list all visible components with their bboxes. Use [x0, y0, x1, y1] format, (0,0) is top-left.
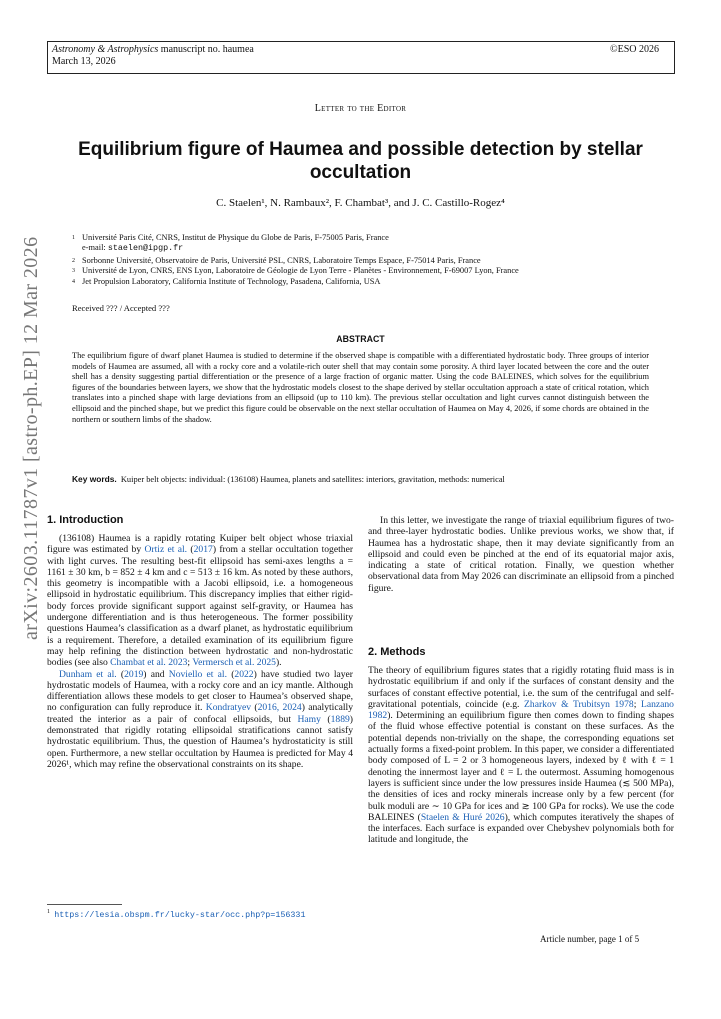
affiliation-email [72, 243, 672, 253]
footnote-link[interactable]: https://lesia.obspm.fr/lucky-star/occ.php?p=156331 [54, 909, 306, 920]
copyright: ©ESO 2026 [610, 44, 659, 55]
keywords-text: Kuiper belt objects: individual: (136108) Haumea, planets and satellites: interiors, gravitation, methods: numerical [120, 475, 505, 484]
paper-title: Equilibrium figure of Haumea and possible detection by stellar occultation [78, 139, 643, 183]
email-address[interactable]: staelen@ipgp.fr [107, 243, 184, 253]
citation-link[interactable]: 2019 [124, 668, 144, 680]
citation-link[interactable]: Kondratyev [205, 702, 252, 714]
keywords-label: Key words. [72, 474, 117, 484]
citation-link[interactable]: 2022 [234, 668, 254, 680]
abstract-heading: ABSTRACT [336, 334, 385, 344]
abstract-text: The equilibrium figure of dwarf planet Haumea is studied to determine if the observed shape is compatible with a differentiated hydrostatic body. Three groups of interior models of Haumea are assumed, all with a rocky core and a volatile-rich outer shell that may contain some porosity. A third layer located between the core and the outer shell has a density suggesting partial differentiation or the presence of a large fraction of organic matter. Using the code BALEINES, which solves for the equilibrium figures of the boundaries between layers, we show that the hydrostatic models closest to the shape derived by stellar occultation approach a state of critical rotation, which translates into a pinched shape with large deviations from an ellipsoid (up to 110 km). The previous stellar occultation and light curves cannot distinguish between the ellipsoid and the pinched shape, but we predict this figure could be observable on the next stellar occultation of Haumea on May 4, 2026, if some chords are obtained in the northern or southern limbs of the shadow. [72, 351, 649, 424]
journal-name: Astronomy & Astrophysics [52, 44, 159, 55]
section-introduction-heading: 1. Introduction [47, 514, 124, 526]
left-column [47, 533, 353, 770]
affiliation-4: 4 Jet Propulsion Laboratory, California Institute of Technology, Pasadena, California, USA [72, 277, 381, 286]
letter-label: Letter to the Editor [314, 103, 407, 114]
author-list: C. Staelen¹, N. Rambaux², F. Chambat³, and J. C. Castillo-Rogez⁴ [216, 197, 505, 209]
page-number: Article number, page 1 of 5 [540, 934, 640, 944]
right-column-intro [368, 515, 674, 594]
affiliation-3: 3 Université de Lyon, CNRS, ENS Lyon, Laboratoire de Géologie de Lyon Terre - Planètes - Environnement, F-69007 Lyon, France [72, 266, 519, 275]
citation-link[interactable]: Vermersch et al. 2025 [192, 657, 276, 669]
arxiv-stamp-text: arXiv:2603.11787v1 [astro-ph.EP] 12 Mar 2026 [20, 236, 42, 640]
intro-paragraph-2: Dunham et al. (2019) and Noviello et al. (2022) have studied two layer hydrostatic models of Haumea, with a rocky core and an icy mantle. Although differentiation allows these models to get closer to Haumea’s observed shape, no configuration can fully reproduce it. Kondratyev (2016, 2024) analytically treated the interior as a pair of confocal ellipsoids, but Hamy (1889) demonstrated that rigidly rotating ellipsoidal stratifications cannot satisfy hydrostatic equilibrium. Thus, the question of Haumea’s hydrostaticity is still open. Furthermore, a new stellar occultation by Haumea is predicted for May 4 2026¹, which may refine the observational constraints on its shape. [47, 668, 353, 770]
footnote-number: 1 [47, 909, 50, 915]
citation-link[interactable]: Staelen & Huré 2026 [420, 811, 505, 823]
manuscript-date: March 13, 2026 [52, 56, 116, 67]
right-column-methods [368, 665, 674, 846]
citation-link[interactable]: Hamy [297, 713, 321, 725]
footnote [47, 909, 305, 920]
email-label: e-mail: [82, 243, 108, 252]
journal-header [52, 44, 254, 56]
citation-link[interactable]: Chambat et al. 2023 [110, 657, 188, 669]
citation-link[interactable]: Ortiz et al. [144, 544, 188, 556]
affiliation-1 [72, 233, 672, 243]
intro-paragraph-1: (136108) Haumea is a rapidly rotating Kuiper belt object whose triaxial figure was estimated by Ortiz et al. (2017) from a stellar occultation together with light curves. The resulting best-fit ellipsoid has semi-axes lengths a = 1161 ± 30 km, b = 852 ± 4 km and c = 513 ± 16 km. As noted by these authors, this geometry is incompatible with a Jacobi ellipsoid, i.e. a homogeneous ellipsoid in hydrostatic equilibrium. This discrepancy implies that either rigid-body forces provide significant support against self-gravity, or Haumea has undergone differentiation and is thus heterogeneous. The former possibility questions Haumea’s classification as a dwarf planet, as hydrostatic equilibrium is a requirement. Therefore, a detailed examination of its equilibrium figure may help refining the distinction between hydrostatic and non-hydrostatic bodies (see also Chambat et al. 2023; Vermersch et al. 2025). [47, 533, 354, 669]
citation-link[interactable]: Dunham et al. [59, 668, 117, 680]
methods-paragraph-1: The theory of equilibrium figures states that a rigidly rotating fluid mass is in hydrostatic equilibrium if and only if the surfaces of constant density and the surfaces of constant effective potential, i.e. the sum of the centrifugal and self-gravitational potentials, coincide (e.g. Zharkov & Trubitsyn 1978; Lanzano 1982). Determining an equilibrium figure then comes down to finding shapes of the fluid whose effective potential is constant on these surfaces. As the potential depends non-trivially on the shape, the corresponding equations set actually forms a fixed-point problem. In this paper, we consider a differentiated body composed of L = 2 or 3 homogeneous layers, indexed by ℓ with ℓ = 1 denoting the innermost layer and ℓ = L the outermost. Assuming homogenous layers is sufficient since under the low pressures inside Haumea (≲ 500 MPa), the densities of ices and rocky minerals increase only by a few percent (for bulk moduli are ∼ 10 GPa for ices and ≳ 100 GPa for rocks). We use the code BALEINES (Staelen & Huré 2026), which computes iteratively the shapes of the interfaces. Each surface is expanded over Chebyshev polynomials both for latitude and longitude, the [368, 665, 674, 846]
intro-paragraph-3: In this letter, we investigate the range of triaxial equilibrium figures of two- and three-layer hydrostatic bodies. Unlike previous works, we show that, if Haumea has a hydrostatic shape, then it may deviate significantly from an ellipsoid and could even be pinched at the end of its equatorial major axis, indicating a state of critical rotation. Finally, we question whether observational data from May 2026 can discriminate an ellipsoid from a pinched figure. [368, 515, 674, 594]
citation-link[interactable]: Lanzano 1982 [368, 698, 674, 722]
citation-link[interactable]: Noviello et al. [168, 668, 227, 680]
section-methods-heading: 2. Methods [368, 646, 426, 658]
received-accepted: Received ??? / Accepted ??? [72, 303, 170, 313]
citation-link[interactable]: 2017 [193, 544, 213, 556]
citation-link[interactable]: Zharkov & Trubitsyn 1978 [524, 698, 634, 710]
keywords [72, 474, 649, 484]
affiliation-2: 2 Sorbonne Université, Observatoire de Paris, Université PSL, CNRS, Laboratoire Temps Espace, F-75014 Paris, France [72, 256, 481, 265]
affiliation-text: Université Paris Cité, CNRS, Institut de Physique du Globe de Paris, F-75005 Paris, France [82, 233, 389, 242]
affiliation-text: Jet Propulsion Laboratory, California Institute of Technology, Pasadena, California, USA [82, 277, 381, 286]
citation-link[interactable]: 2016, 2024 [257, 702, 302, 714]
affiliation-number: 1 [72, 235, 75, 241]
manuscript-number: manuscript no. haumea [158, 44, 254, 55]
footnote-rule [47, 904, 122, 905]
citation-link[interactable]: 1889 [330, 713, 350, 725]
affiliation-text: Université de Lyon, CNRS, ENS Lyon, Laboratoire de Géologie de Lyon Terre - Planètes - Environnement, F-69007 Lyon, France [82, 266, 519, 275]
affiliation-text: Sorbonne Université, Observatoire de Paris, Université PSL, CNRS, Laboratoire Temps Espace, F-75014 Paris, France [82, 256, 481, 265]
